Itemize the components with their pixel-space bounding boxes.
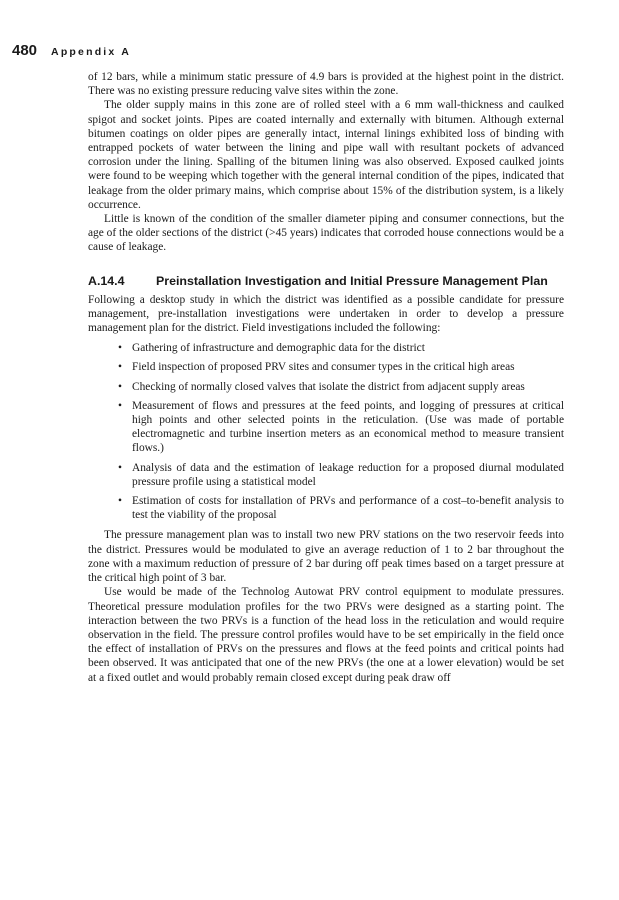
bullet-list [88,341,564,522]
bullet-icon: • [118,461,122,474]
bullet-icon: • [118,342,122,355]
running-title: Appendix A [51,46,131,58]
bullet-icon: • [118,380,122,393]
paragraph: The pressure management plan was to install two new PRV stations on the two reservoir feeds into the district. Pressures would be modulated to give an average reduction of 1 to 2 bar throughout the zone with a maximum reduction of pressure of 2 bar during off peak times based on a target pressure at the critical high point of 3 bar. [88,529,564,585]
section-number: A.14.4 [88,273,125,288]
list-item-text: Measurement of flows and pressures at the feed points, and logging of pressures at critical high points and other selected points in the reticulation. (Use was made of portable electromagnetic and turbine insertion meters as an economical method to measure transient flows.) [132,399,564,455]
page-number: 480 [12,42,38,59]
list-item-text: Estimation of costs for installation of PRVs and performance of a cost–to-benefit analysis to test the viability of the proposal [132,495,564,522]
paragraph: Little is known of the condition of the smaller diameter piping and consumer connections, but the age of the older sections of the district (>45 years) indicates that corroded house connections would be a cause of leakage. [88,213,564,254]
paragraph: of 12 bars, while a minimum static pressure of 4.9 bars is provided at the highest point in the district. There was no existing pressure reducing valve sites within the zone. [88,71,564,98]
bullet-icon: • [118,361,122,374]
list-item-text: Checking of normally closed valves that isolate the district from adjacent supply areas [132,380,525,393]
list-item [88,360,564,374]
paragraph: Use would be made of the Technolog Autowat PRV control equipment to modulate pressures. Theoretical pressure modulation profiles for the two PRVs were designed as a starting point. The interaction between the two PRVs is a function of the head loss in the reticulation and would require observation in the field. The pressure control profiles would have to be set empirically in the field once the effect of installation of PRVs on the pressures and flows at the feed points and critical points had been observed. It was anticipated that one of the new PRVs (the one at a lower elevation) would be set at a fixed outlet and would probably remain closed except during peak draw off [88,586,564,684]
list-item [88,380,564,394]
list-item-text: Analysis of data and the estimation of leakage reduction for a proposed diurnal modulated pressure profile using a statistical model [132,461,564,488]
section-heading [88,273,564,289]
list-item [88,461,564,489]
list-item [88,494,564,522]
list-item [88,341,564,355]
paragraph: Following a desktop study in which the district was identified as a possible candidate for pressure management, pre-installation investigations were undertaken in order to develop a pressure management plan for the district. Field investigations included the following: [88,293,564,335]
running-head [12,42,131,62]
body-text [88,70,564,685]
list-item-text: Field inspection of proposed PRV sites and consumer types in the critical high areas [132,361,515,374]
bullet-icon: • [118,399,122,412]
bullet-icon: • [118,495,122,508]
paragraph: The older supply mains in this zone are of rolled steel with a 6 mm wall-thickness and caulked spigot and socket joints. Pipes are coated internally and externally with bitumen. Although external bitumen coatings on older pipes are generally intact, internal linings exhibited loss of binding with entrapped pockets of water between the lining and pipe wall with resultant pockets of advanced corrosion under the lining. Spalling of the bitumen lining was also observed. Exposed caulked joints were found to be weeping which together with the general internal condition of the pipes, indicated that leakage from the older primary mains, which comprise about 15% of the distribution system, is a likely occurrence. [88,99,564,211]
list-item [88,399,564,456]
list-item-text: Gathering of infrastructure and demographic data for the district [132,342,425,355]
section-title: Preinstallation Investigation and Initial Pressure Management Plan [156,273,548,288]
